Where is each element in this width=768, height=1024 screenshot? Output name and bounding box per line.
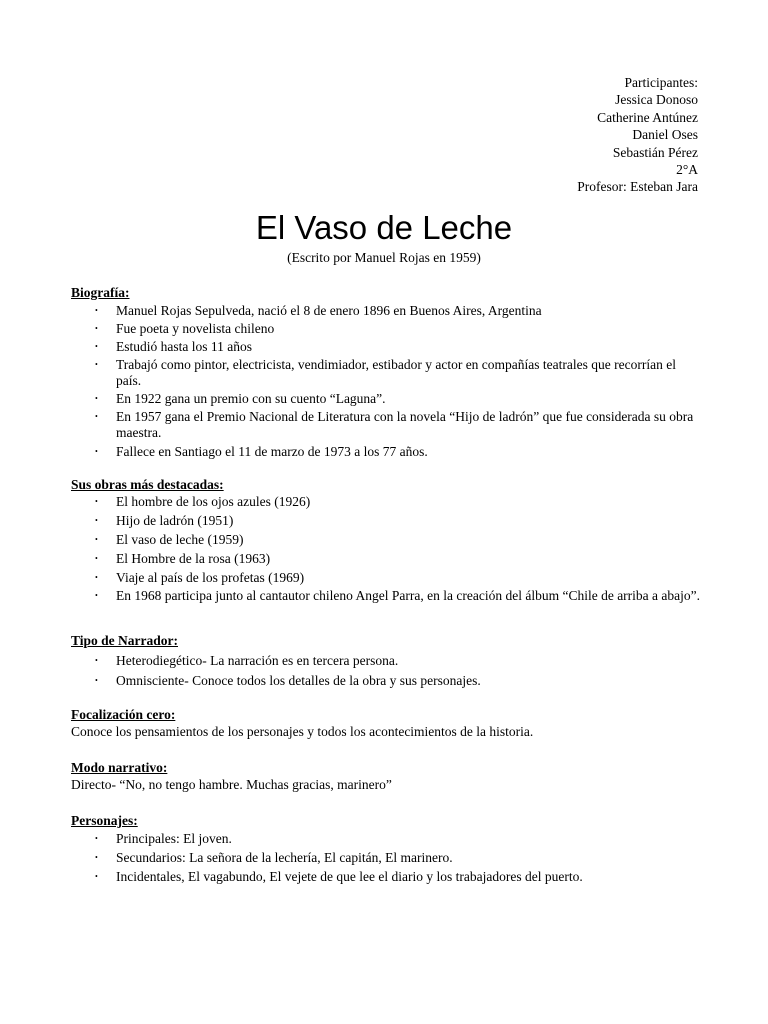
bullet-list — [71, 831, 701, 885]
document-subtitle: (Escrito por Manuel Rojas en 1959) — [287, 250, 481, 265]
list-item — [71, 532, 701, 548]
section-heading: Sus obras más destacadas: — [71, 477, 224, 492]
list-item-text: En 1922 gana un premio con su cuento “Laguna”. — [116, 391, 386, 406]
list-item-text: Principales: El joven. — [116, 831, 232, 846]
section-paragraph: Conoce los pensamientos de los personajes y todos los acontecimientos de la historia. — [71, 724, 534, 739]
bullet-list — [71, 653, 701, 689]
list-item-text: Heterodiegético- La narración es en tercera persona. — [116, 653, 399, 668]
list-item — [71, 869, 701, 885]
bullet-icon: • — [95, 306, 98, 315]
participant-name: Jessica Donoso — [615, 92, 698, 108]
list-item — [71, 494, 701, 510]
list-item-text: Trabajó como pintor, electricista, vendimiador, estibador y actor en compañías teatrales que recorrían el país. — [116, 357, 676, 388]
list-item-text: En 1968 participa junto al cantautor chileno Angel Parra, en la creación del álbum “Chile de arriba a abajo”. — [116, 588, 701, 603]
list-item-text: El vaso de leche (1959) — [116, 532, 244, 547]
bullet-icon: • — [95, 554, 98, 563]
list-item-text: Estudió hasta los 11 años — [116, 339, 252, 354]
bullet-icon: • — [95, 676, 98, 685]
section-biografia — [71, 284, 701, 460]
bullet-icon: • — [95, 656, 98, 665]
list-item — [71, 673, 701, 689]
bullet-icon: • — [95, 591, 98, 600]
list-item-text: Secundarios: La señora de la lechería, El capitán, El marinero. — [116, 850, 453, 865]
list-item — [71, 444, 701, 460]
section-paragraph: Directo- “No, no tengo hambre. Muchas gracias, marinero” — [71, 777, 392, 792]
bullet-icon: • — [95, 853, 98, 862]
bullet-icon: • — [95, 394, 98, 403]
list-item — [71, 391, 701, 407]
grade-label: 2°A — [676, 162, 698, 178]
bullet-icon: • — [95, 872, 98, 881]
bullet-icon: • — [95, 342, 98, 351]
list-item-text: Omnisciente- Conoce todos los detalles de la obra y sus personajes. — [116, 673, 481, 688]
bullet-list — [71, 303, 701, 460]
list-item — [71, 551, 701, 567]
list-item — [71, 339, 701, 355]
participants-label: Participantes: — [624, 75, 698, 90]
participant-name: Sebastián Pérez — [612, 144, 698, 160]
section-personajes — [71, 812, 701, 885]
list-item — [71, 588, 701, 604]
list-item — [71, 653, 701, 669]
section-modo — [71, 759, 701, 793]
list-item — [71, 850, 701, 866]
list-item — [71, 513, 701, 529]
list-item-text: En 1957 gana el Premio Nacional de Literatura con la novela “Hijo de ladrón” que fue considerada su obra maestra. — [116, 409, 694, 440]
list-item — [71, 321, 701, 337]
list-item-text: Hijo de ladrón (1951) — [116, 513, 234, 528]
section-heading: Personajes: — [71, 813, 138, 828]
bullet-icon: • — [95, 360, 98, 369]
list-item-text: El hombre de los ojos azules (1926) — [116, 494, 311, 509]
list-item-text: Fue poeta y novelista chileno — [116, 321, 275, 336]
participant-name: Catherine Antúnez — [597, 109, 698, 125]
participant-name: Daniel Oses — [632, 127, 698, 143]
list-item-text: El Hombre de la rosa (1963) — [116, 551, 271, 566]
list-item — [71, 303, 701, 319]
bullet-list — [71, 494, 701, 604]
bullet-icon: • — [95, 412, 98, 421]
list-item-text: Manuel Rojas Sepulveda, nació el 8 de enero 1896 en Buenos Aires, Argentina — [116, 303, 542, 318]
section-obras — [71, 476, 701, 604]
section-focalizacion — [71, 706, 701, 740]
list-item — [71, 409, 701, 441]
bullet-icon: • — [95, 573, 98, 582]
bullet-icon: • — [95, 535, 98, 544]
document-title: El Vaso de Leche — [255, 209, 513, 246]
list-item-text: Fallece en Santiago el 11 de marzo de 1973 a los 77 años. — [116, 444, 428, 459]
section-heading: Tipo de Narrador: — [71, 633, 178, 648]
section-heading: Modo narrativo: — [71, 760, 168, 775]
list-item — [71, 831, 701, 847]
section-narrador — [71, 632, 701, 689]
bullet-icon: • — [95, 834, 98, 843]
section-heading: Focalización cero: — [71, 707, 176, 722]
list-item — [71, 357, 701, 389]
list-item-text: Incidentales, El vagabundo, El vejete de que lee el diario y los trabajadores del puerto. — [116, 869, 583, 884]
list-item — [71, 570, 701, 586]
bullet-icon: • — [95, 516, 98, 525]
bullet-icon: • — [95, 497, 98, 506]
participants-block — [577, 74, 698, 196]
section-heading: Biografía: — [71, 285, 130, 300]
list-item-text: Viaje al país de los profetas (1969) — [116, 570, 305, 585]
teacher-label: Profesor: Esteban Jara — [577, 179, 698, 195]
bullet-icon: • — [95, 447, 98, 456]
bullet-icon: • — [95, 324, 98, 333]
